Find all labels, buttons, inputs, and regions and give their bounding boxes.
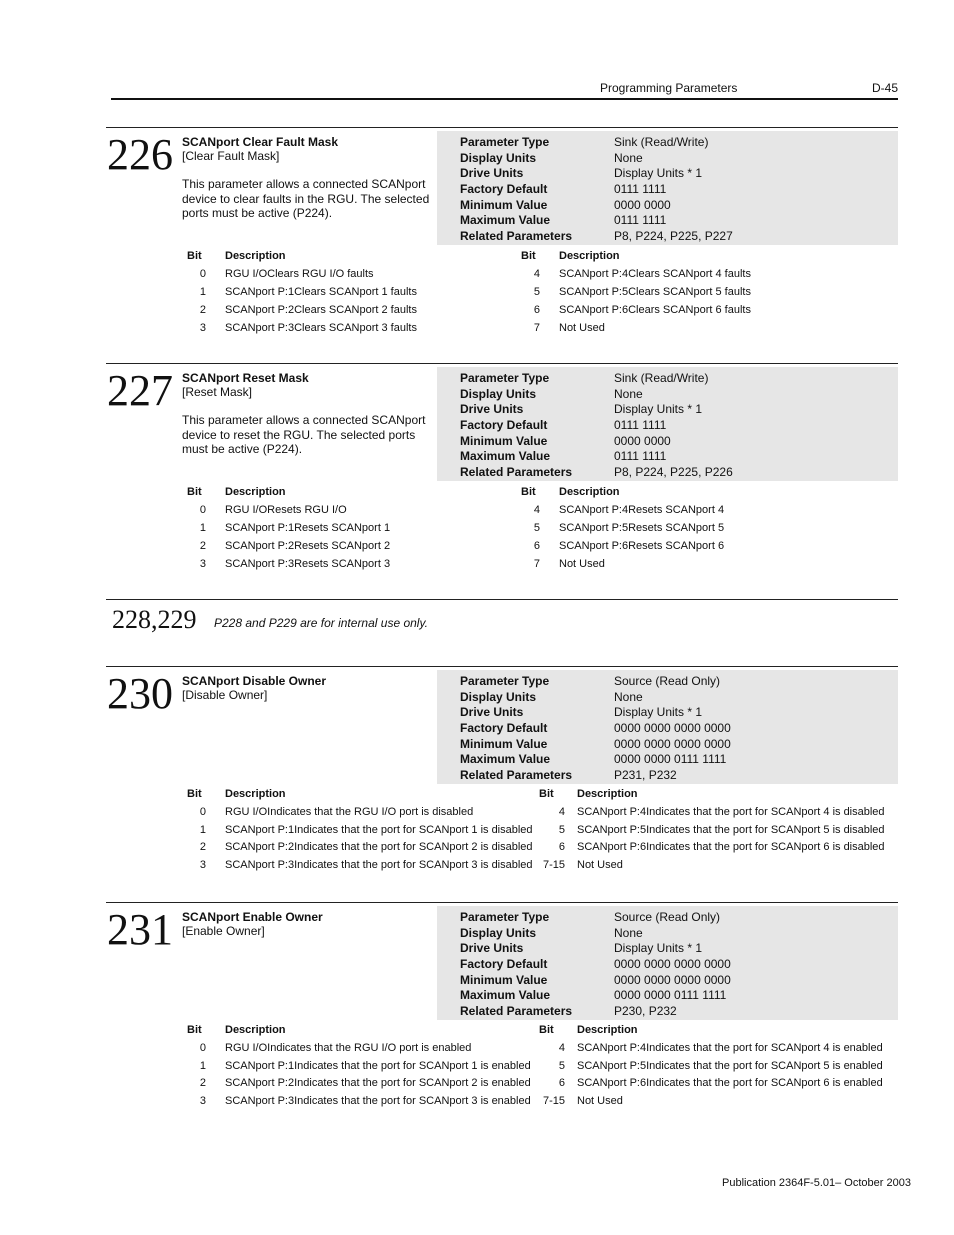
spec-table	[437, 670, 898, 784]
bit-column-header: Bit	[539, 788, 554, 800]
bit-description: SCANport P:6Indicates that the port for SCANport 6 is enabled	[577, 1077, 883, 1089]
bit-number: 3	[199, 558, 206, 570]
bit-description: SCANport P:5Clears SCANport 5 faults	[559, 286, 751, 298]
spec-value: Display Units * 1	[614, 402, 703, 416]
bit-description: SCANport P:2Indicates that the port for SCANport 2 is disabled	[225, 841, 533, 853]
spec-label: Display Units	[460, 926, 537, 940]
spec-table	[437, 367, 898, 481]
bit-description: RGU I/OIndicates that the RGU I/O port is disabled	[225, 806, 474, 818]
bit-number: 6	[558, 1077, 565, 1089]
bit-number: 1	[199, 286, 206, 298]
spec-label: Related Parameters	[460, 1004, 573, 1018]
parameter-number: 231	[107, 905, 173, 954]
parameter-number: 226	[107, 130, 173, 179]
section-rule	[106, 127, 898, 128]
spec-label: Related Parameters	[460, 229, 573, 243]
spec-label: Display Units	[460, 690, 537, 704]
spec-value: 0000 0000	[614, 434, 671, 448]
parameter-alias: [Disable Owner]	[182, 688, 268, 702]
bit-description: Not Used	[559, 322, 605, 334]
section-rule	[106, 599, 898, 600]
bit-number: 2	[199, 540, 206, 552]
spec-label: Minimum Value	[460, 737, 548, 751]
spec-value: None	[614, 690, 643, 704]
spec-label: Maximum Value	[460, 988, 551, 1002]
bit-number: 0	[199, 504, 206, 516]
bit-number: 2	[199, 841, 206, 853]
description-column-header: Description	[225, 1024, 286, 1036]
spec-value: Source (Read Only)	[614, 910, 721, 924]
description-column-header: Description	[559, 250, 620, 262]
bit-description: SCANport P:5Indicates that the port for SCANport 5 is disabled	[577, 824, 885, 836]
spec-label: Drive Units	[460, 166, 524, 180]
bit-description: RGU I/OIndicates that the RGU I/O port is enabled	[225, 1042, 472, 1054]
bit-number: 5	[558, 824, 565, 836]
parameter-alias: [Enable Owner]	[182, 924, 265, 938]
description-column-header: Description	[577, 1024, 638, 1036]
bit-description: SCANport P:3Indicates that the port for SCANport 3 is enabled	[225, 1095, 531, 1107]
note-text: P228 and P229 are for internal use only.	[214, 616, 428, 630]
bit-description: SCANport P:4Indicates that the port for SCANport 4 is enabled	[577, 1042, 883, 1054]
bit-column-header: Bit	[521, 250, 536, 262]
publication-footer: Publication 2364F-5.01– October 2003	[722, 1177, 911, 1189]
bit-description: SCANport P:4Resets SCANport 4	[559, 504, 725, 516]
bit-number: 7-15	[542, 859, 565, 871]
bit-number: 5	[558, 1060, 565, 1072]
bit-number: 1	[199, 1060, 206, 1072]
parameter-alias: [Reset Mask]	[182, 385, 253, 399]
spec-label: Minimum Value	[460, 434, 548, 448]
spec-label: Display Units	[460, 151, 537, 165]
description-column-header: Description	[225, 250, 286, 262]
section-rule	[106, 902, 898, 903]
parameter-name: SCANport Clear Fault Mask	[182, 135, 339, 149]
bit-description: SCANport P:2Indicates that the port for SCANport 2 is enabled	[225, 1077, 531, 1089]
spec-value: 0000 0000 0111 1111	[614, 988, 727, 1002]
bit-column-header: Bit	[187, 1024, 202, 1036]
bit-description: Not Used	[577, 859, 623, 871]
parameter-number: 228,229	[112, 605, 197, 634]
bit-number: 3	[199, 322, 206, 334]
spec-label: Parameter Type	[460, 910, 550, 924]
spec-label: Factory Default	[460, 182, 548, 196]
parameter-name: SCANport Enable Owner	[182, 910, 323, 924]
bit-description: RGU I/OResets RGU I/O	[225, 504, 347, 516]
description-column-header: Description	[225, 788, 286, 800]
bit-description: SCANport P:4Clears SCANport 4 faults	[559, 268, 751, 280]
spec-label: Related Parameters	[460, 768, 573, 782]
section-rule	[106, 363, 898, 364]
spec-value: None	[614, 151, 643, 165]
bit-number: 4	[558, 1042, 565, 1054]
bit-description: SCANport P:1Clears SCANport 1 faults	[225, 286, 417, 298]
bit-number: 2	[199, 1077, 206, 1089]
bit-number: 7-15	[542, 1095, 565, 1107]
spec-table	[437, 131, 898, 245]
bit-number: 5	[533, 286, 540, 298]
spec-label: Parameter Type	[460, 674, 550, 688]
description-column-header: Description	[559, 486, 620, 498]
bit-description: SCANport P:1Indicates that the port for SCANport 1 is disabled	[225, 824, 533, 836]
description-column-header: Description	[577, 788, 638, 800]
bit-number: 2	[199, 304, 206, 316]
bit-number: 4	[533, 504, 540, 516]
running-header-title: Programming Parameters	[600, 81, 738, 95]
bit-description: SCANport P:6Clears SCANport 6 faults	[559, 304, 751, 316]
bit-column-header: Bit	[521, 486, 536, 498]
spec-value: Display Units * 1	[614, 941, 703, 955]
spec-value: Sink (Read/Write)	[614, 371, 709, 385]
spec-value: 0000 0000 0000 0000	[614, 957, 731, 971]
spec-value: None	[614, 387, 643, 401]
spec-value: 0111 1111	[614, 449, 667, 463]
parameter-number: 230	[107, 669, 173, 718]
bit-number: 1	[199, 824, 206, 836]
spec-label: Maximum Value	[460, 213, 551, 227]
spec-label: Related Parameters	[460, 465, 573, 479]
bit-column-header: Bit	[187, 788, 202, 800]
parameter-number: 227	[107, 366, 173, 415]
spec-value: 0000 0000 0000 0000	[614, 721, 731, 735]
bit-number: 4	[558, 806, 565, 818]
bit-description: SCANport P:5Resets SCANport 5	[559, 522, 725, 534]
bit-number: 1	[199, 522, 206, 534]
bit-description: SCANport P:3Resets SCANport 3	[225, 558, 391, 570]
spec-label: Factory Default	[460, 957, 548, 971]
spec-value: 0000 0000	[614, 198, 671, 212]
bit-number: 0	[199, 268, 206, 280]
spec-label: Minimum Value	[460, 973, 548, 987]
spec-label: Maximum Value	[460, 752, 551, 766]
spec-label: Drive Units	[460, 705, 524, 719]
spec-value: P8, P224, P225, P227	[614, 229, 733, 243]
spec-value: 0000 0000 0000 0000	[614, 973, 731, 987]
parameter-alias: [Clear Fault Mask]	[182, 149, 280, 163]
spec-value: Display Units * 1	[614, 705, 703, 719]
bit-description: SCANport P:6Resets SCANport 6	[559, 540, 725, 552]
spec-label: Minimum Value	[460, 198, 548, 212]
parameter-name: SCANport Reset Mask	[182, 371, 309, 385]
bit-number: 0	[199, 806, 206, 818]
bit-description: RGU I/OClears RGU I/O faults	[225, 268, 374, 280]
header-rule	[111, 98, 898, 100]
spec-value: Sink (Read/Write)	[614, 135, 709, 149]
spec-value: Display Units * 1	[614, 166, 703, 180]
spec-value: 0111 1111	[614, 418, 667, 432]
bit-number: 5	[533, 522, 540, 534]
bit-description: SCANport P:4Indicates that the port for SCANport 4 is disabled	[577, 806, 885, 818]
bit-description: SCANport P:5Indicates that the port for SCANport 5 is enabled	[577, 1060, 883, 1072]
spec-label: Drive Units	[460, 402, 524, 416]
bit-description: SCANport P:2Resets SCANport 2	[225, 540, 391, 552]
parameter-description: This parameter allows a connected SCANport device to reset the RGU. The selected ports must be active (P224).	[182, 413, 426, 456]
bit-number: 6	[533, 540, 540, 552]
section-rule	[106, 666, 898, 667]
bit-number: 0	[199, 1042, 206, 1054]
bit-number: 3	[199, 859, 206, 871]
bit-description: SCANport P:3Clears SCANport 3 faults	[225, 322, 417, 334]
parameter-name: SCANport Disable Owner	[182, 674, 327, 688]
bit-number: 7	[533, 322, 540, 334]
bit-column-header: Bit	[539, 1024, 554, 1036]
spec-label: Factory Default	[460, 721, 548, 735]
description-column-header: Description	[225, 486, 286, 498]
page-number: D-45	[872, 81, 899, 95]
bit-column-header: Bit	[187, 486, 202, 498]
bit-description: SCANport P:6Indicates that the port for SCANport 6 is disabled	[577, 841, 885, 853]
bit-column-header: Bit	[187, 250, 202, 262]
bit-number: 7	[533, 558, 540, 570]
spec-value: P230, P232	[614, 1004, 677, 1018]
spec-value: 0000 0000 0111 1111	[614, 752, 727, 766]
spec-value: 0111 1111	[614, 213, 667, 227]
spec-value: 0111 1111	[614, 182, 667, 196]
spec-table	[437, 906, 898, 1020]
spec-label: Factory Default	[460, 418, 548, 432]
bit-description: SCANport P:2Clears SCANport 2 faults	[225, 304, 417, 316]
spec-value: P8, P224, P225, P226	[614, 465, 733, 479]
bit-description: SCANport P:1Indicates that the port for SCANport 1 is enabled	[225, 1060, 531, 1072]
spec-label: Parameter Type	[460, 371, 550, 385]
bit-description: Not Used	[559, 558, 605, 570]
spec-value: 0000 0000 0000 0000	[614, 737, 731, 751]
bit-description: SCANport P:3Indicates that the port for SCANport 3 is disabled	[225, 859, 533, 871]
bit-number: 4	[533, 268, 540, 280]
spec-value: P231, P232	[614, 768, 677, 782]
spec-value: None	[614, 926, 643, 940]
bit-number: 6	[558, 841, 565, 853]
spec-label: Parameter Type	[460, 135, 550, 149]
spec-value: Source (Read Only)	[614, 674, 721, 688]
spec-label: Drive Units	[460, 941, 524, 955]
bit-number: 3	[199, 1095, 206, 1107]
spec-label: Maximum Value	[460, 449, 551, 463]
bit-description: Not Used	[577, 1095, 623, 1107]
parameter-description: This parameter allows a connected SCANport device to clear faults in the RGU. The selected ports must be active (P224).	[182, 177, 430, 220]
bit-description: SCANport P:1Resets SCANport 1	[225, 522, 391, 534]
spec-label: Display Units	[460, 387, 537, 401]
bit-number: 6	[533, 304, 540, 316]
